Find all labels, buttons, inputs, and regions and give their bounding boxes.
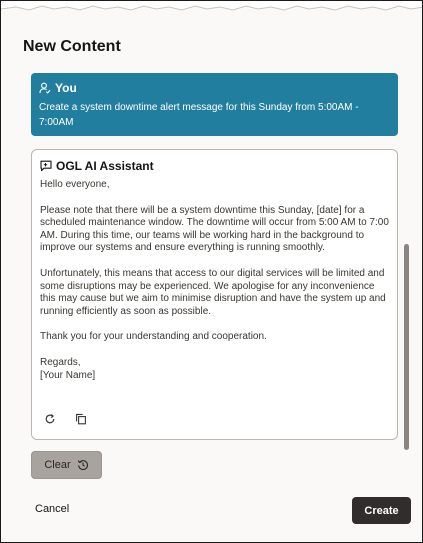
scrollbar-thumb[interactable]: [404, 244, 409, 450]
cancel-button[interactable]: Cancel: [35, 503, 70, 515]
signature: [Your Name]: [40, 369, 96, 381]
body-paragraph: Unfortunately, this means that access to our digital services will be limited and some disruptions may be experienced. We apologise for any inconvenience this may cause but we aim to minimise disruption and have the system up and running efficiently as soon as possible.: [40, 267, 386, 317]
body-paragraph: Thank you for your understanding and cooperation.: [40, 331, 267, 343]
assistant-actions: [43, 412, 88, 426]
copy-button[interactable]: [74, 412, 88, 426]
greeting: Hello everyone,: [40, 179, 110, 190]
chat-icon: [40, 160, 52, 172]
user-icon: [39, 82, 51, 94]
assistant-message-card: [31, 149, 398, 440]
copy-icon: [75, 413, 87, 425]
regenerate-icon: [44, 413, 56, 425]
clear-button[interactable]: [31, 451, 102, 479]
create-button[interactable]: Create: [352, 497, 411, 524]
torn-edge: [1, 1, 423, 17]
dialog-title: New Content: [23, 38, 121, 55]
user-message-text: Create a system downtime alert message for this Sunday from 5:00AM - 7:00AM: [39, 102, 359, 128]
user-author: You: [55, 81, 77, 95]
assistant-message-text: [40, 179, 389, 382]
user-message-header: [39, 81, 390, 95]
signoff: Regards,: [40, 356, 81, 368]
regenerate-button[interactable]: [43, 412, 57, 426]
body-paragraph: Please note that there will be a system downtime this Sunday, [date] for a scheduled maintenance window. The downtime will occur from 5:00 AM to 7:00 AM. During this time, our teams will be working hard in the background to improve our systems and ensure everything is running smoothly.: [40, 204, 389, 254]
user-message-card: [31, 73, 398, 136]
assistant-message-header: [40, 158, 389, 173]
clear-label: Clear: [44, 459, 71, 471]
history-icon: [77, 459, 89, 471]
assistant-author: OGL AI Assistant: [56, 158, 154, 173]
